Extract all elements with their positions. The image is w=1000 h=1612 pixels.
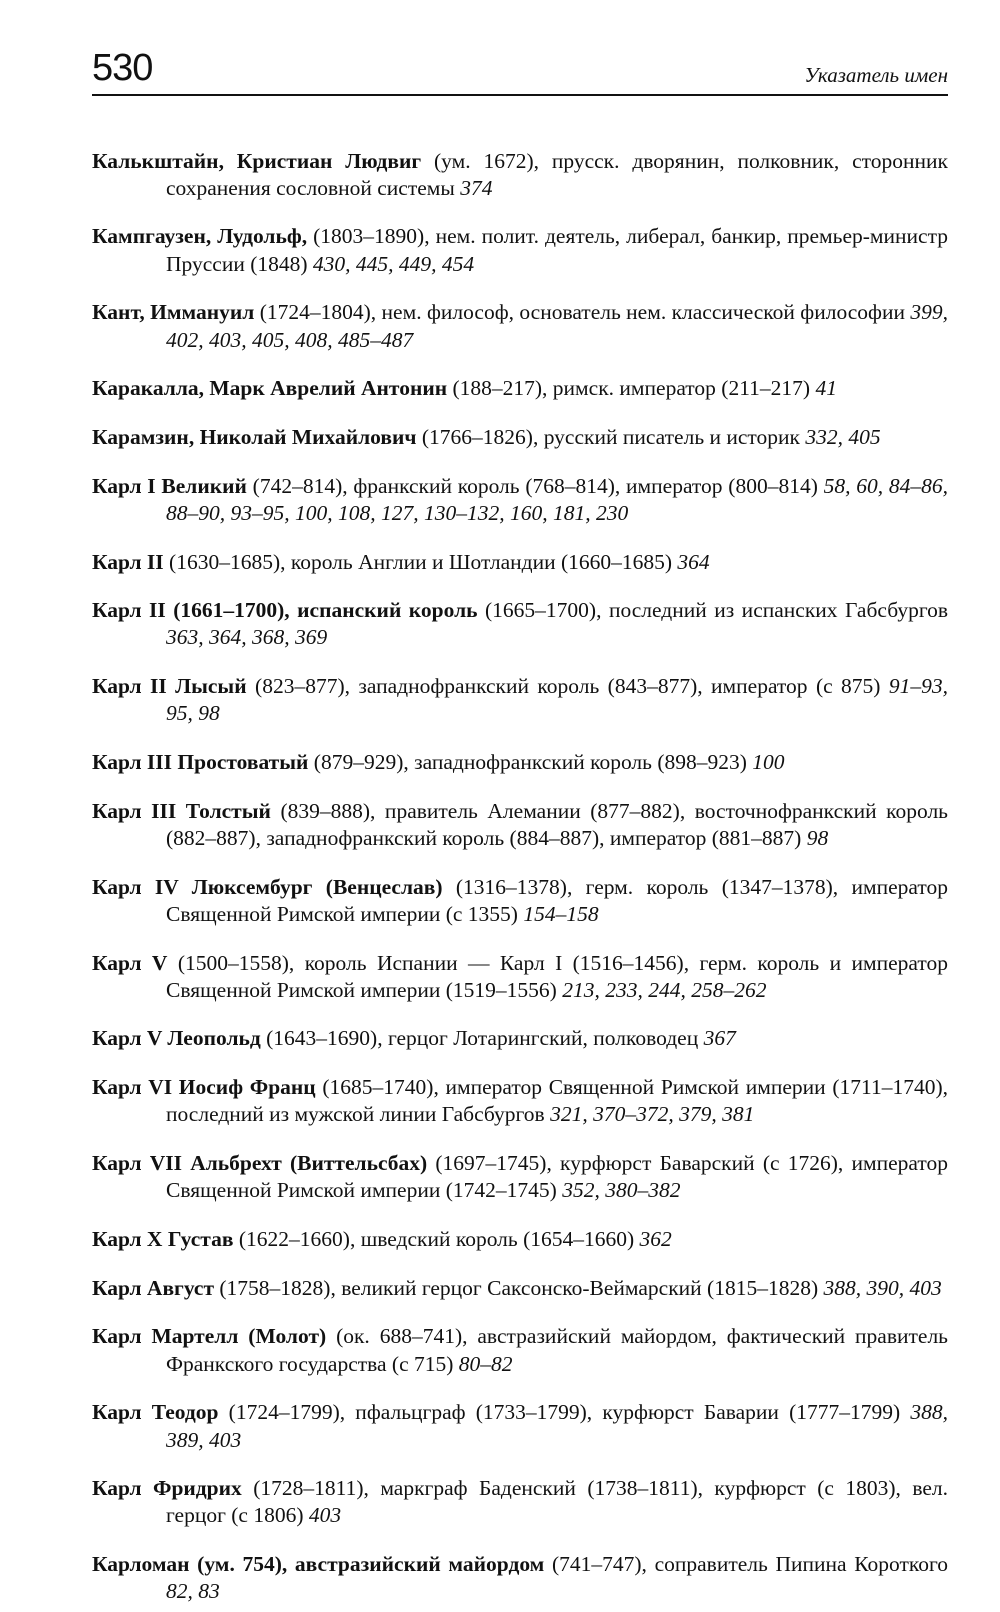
index-entry — [92, 1551, 948, 1605]
entry-name: Карл II Лысый — [92, 674, 247, 699]
running-head: Указатель имен — [804, 63, 948, 87]
index-entry — [92, 673, 948, 727]
entry-name: Карл Теодор — [92, 1400, 219, 1425]
entry-description: (1728–1811), маркграф Баденский (1738–1811), курфюрст (с 1803), вел. герцог (с 1806) — [166, 1476, 949, 1528]
entry-name: Карл V Леопольд — [92, 1026, 261, 1051]
index-entry — [92, 1074, 948, 1128]
entry-description: (1758–1828), великий герцог Саксонско-Веймарский (1815–1828) — [214, 1275, 824, 1300]
index-entry — [92, 549, 948, 576]
entry-description: (1685–1740), император Священной Римской империи (1711–1740), последний из мужской линии Габсбургов — [166, 1075, 948, 1127]
entry-description: (839–888), правитель Алемании (877–882), восточнофранкский король (882–887), западнофранкский король (884–887), император (881–887) — [166, 798, 948, 850]
index-entry — [92, 1399, 948, 1453]
entry-description: (1665–1700), последний из испанских Габсбургов — [477, 598, 948, 623]
entry-page-refs: 154–158 — [523, 901, 599, 926]
entry-page-refs: 399, 402, 403, 405, 408, 485–487 — [166, 300, 948, 352]
entry-name: Карл III Толстый — [92, 798, 271, 823]
entry-description: (1316–1378), герм. король (1347–1378), император Священной Римской империи (с 1355) — [166, 874, 948, 926]
entry-description: (1500–1558), король Испании — Карл I (1516–1456), герм. король и император Священной Римской империи (1519–1556) — [166, 950, 948, 1002]
index-entry — [92, 1323, 948, 1377]
entry-description: (1803–1890), нем. полит. деятель, либерал, банкир, премьер-министр Пруссии (1848) — [166, 224, 948, 276]
entry-name: Кант, Иммануил — [92, 300, 255, 325]
index-entry — [92, 424, 948, 451]
entry-name: Карамзин, Николай Михайлович — [92, 424, 417, 449]
entry-description: (ум. 1672), прусск. дворянин, полковник, сторонник сохранения сословной системы — [166, 148, 948, 200]
entry-page-refs: 388, 390, 403 — [823, 1275, 942, 1300]
entry-page-refs: 213, 233, 244, 258–262 — [562, 977, 767, 1002]
page-number: 530 — [92, 47, 153, 89]
name-index-list — [92, 126, 948, 1612]
entry-name: Карл II — [92, 549, 164, 574]
entry-description: (1724–1799), пфальцграф (1733–1799), курфюрст Баварии (1777–1799) — [218, 1400, 911, 1425]
index-entry — [92, 749, 948, 776]
entry-description: (1622–1660), шведский король (1654–1660) — [233, 1226, 640, 1251]
entry-name: Каракалла, Марк Аврелий Антонин — [92, 376, 448, 401]
entry-name: Карл Фридрих — [92, 1476, 242, 1501]
entry-description: (1643–1690), герцог Лотарингский, полководец — [260, 1026, 704, 1051]
entry-page-refs: 364 — [677, 549, 710, 574]
index-entry — [92, 375, 948, 402]
entry-page-refs: 332, 405 — [805, 424, 881, 449]
entry-page-refs: 58, 60, 84–86, 88–90, 93–95, 100, 108, 127, 130–132, 160, 181, 230 — [166, 473, 948, 525]
entry-page-refs: 82, 83 — [166, 1579, 220, 1604]
entry-page-refs: 367 — [703, 1026, 736, 1051]
entry-page-refs: 352, 380–382 — [562, 1178, 681, 1203]
entry-page-refs: 91–93, 95, 98 — [166, 674, 948, 726]
entry-name: Карломан (ум. 754), австразийский майордом — [92, 1552, 545, 1577]
index-entry — [92, 1025, 948, 1052]
entry-page-refs: 362 — [639, 1226, 672, 1251]
index-entry — [92, 597, 948, 651]
entry-name: Карл VII Альбрехт (Виттельсбах) — [92, 1151, 428, 1176]
index-entry — [92, 473, 948, 527]
entry-page-refs: 374 — [460, 175, 493, 200]
entry-page-refs: 388, 389, 403 — [166, 1400, 948, 1452]
entry-name: Карл VI Иосиф Франц — [92, 1075, 316, 1100]
entry-description: (ок. 688–741), австразийский майордом, фактический правитель Франкского государства (с 715) — [166, 1324, 948, 1376]
entry-page-refs: 363, 364, 368, 369 — [166, 625, 328, 650]
entry-page-refs: 98 — [806, 825, 829, 850]
entry-name: Карл Мартелл (Молот) — [92, 1324, 327, 1349]
index-entry — [92, 299, 948, 353]
entry-description: (1630–1685), король Англии и Шотландии (1660–1685) — [163, 549, 678, 574]
entry-page-refs: 430, 445, 449, 454 — [312, 251, 475, 276]
entry-description: (188–217), римск. император (211–217) — [447, 376, 816, 401]
index-entry — [92, 1226, 948, 1253]
index-entry — [92, 223, 948, 277]
entry-page-refs: 100 — [752, 750, 785, 775]
page-header — [92, 48, 948, 96]
entry-page-refs: 41 — [815, 376, 837, 401]
entry-description: (823–877), западнофранкский король (843–877), император (с 875) — [246, 674, 889, 699]
entry-page-refs: 321, 370–372, 379, 381 — [550, 1102, 755, 1127]
entry-description: (1697–1745), курфюрст Баварский (с 1726), император Священной Римской империи (1742–1745) — [166, 1151, 948, 1203]
entry-description: (742–814), франкский король (768–814), император (800–814) — [246, 473, 824, 498]
index-entry — [92, 1150, 948, 1204]
index-entry — [92, 950, 948, 1004]
entry-name: Карл III Простоватый — [92, 750, 309, 775]
entry-page-refs: 80–82 — [458, 1351, 513, 1376]
entry-name: Карл X Густав — [92, 1226, 234, 1251]
entry-page-refs: 403 — [308, 1503, 342, 1528]
entry-description: (1766–1826), русский писатель и историк — [416, 424, 806, 449]
index-entry — [92, 148, 948, 202]
index-entry — [92, 1475, 948, 1529]
index-entry — [92, 874, 948, 928]
entry-description: (741–747), соправитель Пипина Короткого — [544, 1552, 948, 1577]
entry-name: Кампгаузен, Лудольф, — [92, 224, 308, 249]
entry-name: Карл IV Люксембург (Венцеслав) — [92, 874, 443, 899]
index-entry — [92, 798, 948, 852]
entry-name: Карл V — [92, 950, 168, 975]
entry-name: Карл II (1661–1700), испанский король — [92, 598, 478, 623]
entry-description: (1724–1804), нем. философ, основатель нем. классической философии — [254, 300, 911, 325]
entry-name: Карл I Великий — [92, 473, 247, 498]
entry-name: Калькштайн, Кристиан Людвиг — [92, 148, 422, 173]
index-entry — [92, 1275, 948, 1302]
entry-name: Карл Август — [92, 1275, 215, 1300]
entry-description: (879–929), западнофранкский король (898–923) — [308, 750, 753, 775]
